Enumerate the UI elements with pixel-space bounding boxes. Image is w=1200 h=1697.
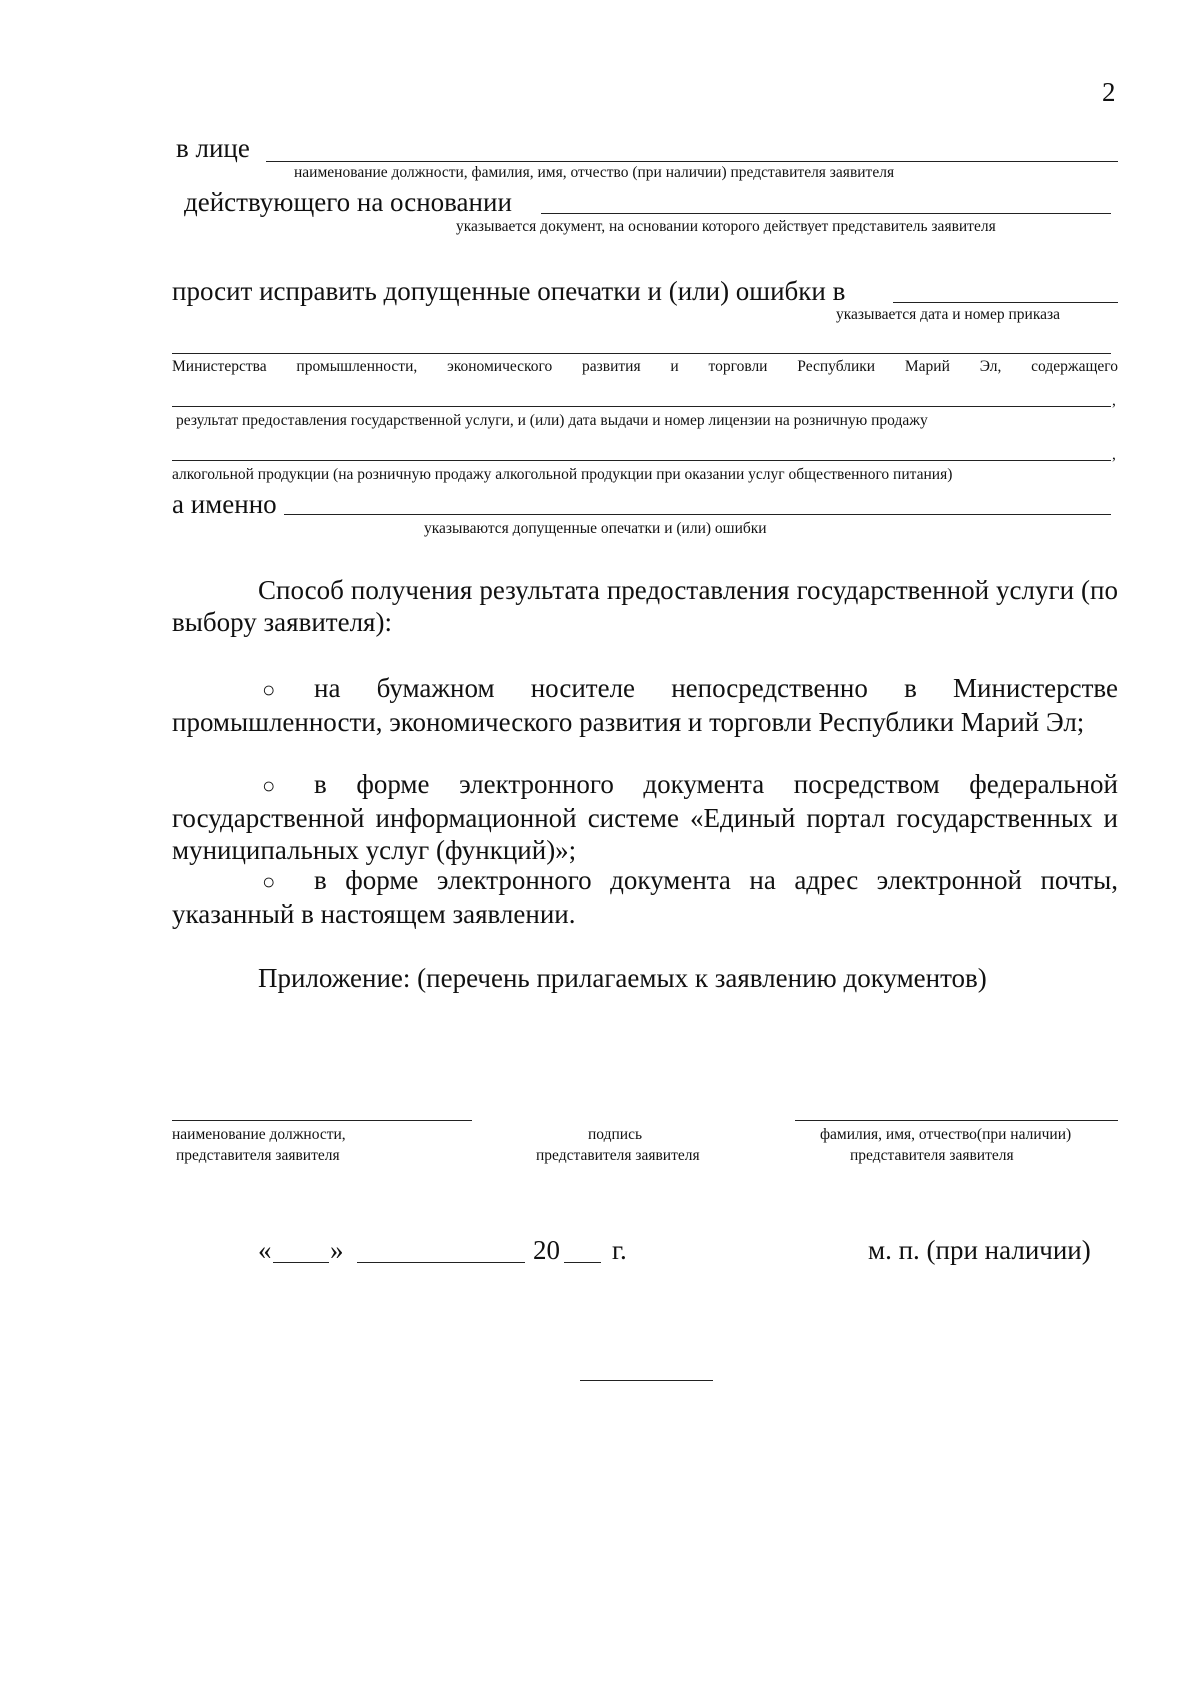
namely-caption: указываются допущенные опечатки и (или) ошибки bbox=[424, 520, 767, 537]
namely-label: а именно bbox=[172, 489, 277, 519]
alcohol-comma: , bbox=[1112, 446, 1116, 463]
radio-circle-icon[interactable]: ○ bbox=[262, 773, 276, 798]
request-label: просит исправить допущенные опечатки и (или) ошибки в bbox=[172, 276, 846, 306]
radio-circle-icon[interactable]: ○ bbox=[262, 677, 276, 702]
page-number: 2 bbox=[1102, 77, 1116, 107]
namely-input-line[interactable] bbox=[284, 514, 1111, 515]
result-caption: результат предоставления государственной услуги, и (или) дата выдачи и номер лицензии на розничную продажу bbox=[176, 412, 928, 429]
position-caption-2: представителя заявителя bbox=[176, 1147, 340, 1164]
method-option-portal: ○ в форме электронного документа посредством федеральной государственной информационной системе «Единый портал государственных и муниципальных услуг (функций)»; bbox=[172, 769, 1118, 865]
position-caption-1: наименование должности, bbox=[172, 1126, 346, 1143]
basis-input-line[interactable] bbox=[541, 213, 1111, 214]
stamp-label: м. п. (при наличии) bbox=[868, 1235, 1091, 1265]
alcohol-input-line[interactable] bbox=[172, 460, 1111, 461]
day-input-line[interactable] bbox=[273, 1262, 329, 1263]
year-prefix: 20 bbox=[533, 1235, 560, 1265]
name-caption-2: представителя заявителя bbox=[850, 1147, 1014, 1164]
position-sign-line[interactable] bbox=[172, 1120, 472, 1121]
date-open-quote: « bbox=[258, 1235, 272, 1265]
signature-caption-2: представителя заявителя bbox=[536, 1147, 700, 1164]
order-input-line-2[interactable] bbox=[172, 353, 1111, 354]
name-caption-1: фамилия, имя, отчество(при наличии) bbox=[820, 1126, 1072, 1143]
order-input-line[interactable] bbox=[893, 302, 1118, 303]
attachment-text: Приложение: (перечень прилагаемых к заявлению документов) bbox=[258, 963, 987, 993]
method-option-paper: ○ на бумажном носителе непосредственно в Министерстве промышленности, экономического развития и торговли Республики Марий Эл; bbox=[172, 673, 1118, 737]
radio-circle-icon[interactable]: ○ bbox=[262, 869, 276, 894]
face-caption: наименование должности, фамилия, имя, отчество (при наличии) представителя заявителя bbox=[294, 164, 895, 181]
face-input-line[interactable] bbox=[266, 161, 1118, 162]
month-input-line[interactable] bbox=[357, 1262, 525, 1263]
order-caption: указывается дата и номер приказа bbox=[836, 306, 1061, 323]
result-input-line[interactable] bbox=[172, 406, 1111, 407]
year-input-line[interactable] bbox=[564, 1262, 601, 1263]
year-suffix: г. bbox=[612, 1235, 627, 1265]
date-close-quote: » bbox=[330, 1235, 344, 1265]
alcohol-caption: алкогольной продукции (на розничную продажу алкогольной продукции при оказании услуг общественного питания) bbox=[172, 466, 953, 483]
basis-caption: указывается документ, на основании которого действует представитель заявителя bbox=[456, 218, 996, 235]
ministry-caption: Министерства промышленности, экономического развития и торговли Республики Марий Эл, содержащего bbox=[172, 358, 1118, 375]
method-title: Способ получения результата предоставления государственной услуги (по выбору заявителя): bbox=[172, 575, 1118, 637]
closing-divider bbox=[580, 1380, 713, 1381]
face-label: в лице bbox=[176, 133, 250, 163]
result-comma: , bbox=[1112, 392, 1116, 409]
method-option-email: ○ в форме электронного документа на адрес электронной почты, указанный в настоящем заявлении. bbox=[172, 865, 1118, 929]
name-sign-line[interactable] bbox=[795, 1120, 1118, 1121]
signature-caption-1: подпись bbox=[588, 1126, 643, 1143]
basis-label: действующего на основании bbox=[184, 187, 512, 217]
